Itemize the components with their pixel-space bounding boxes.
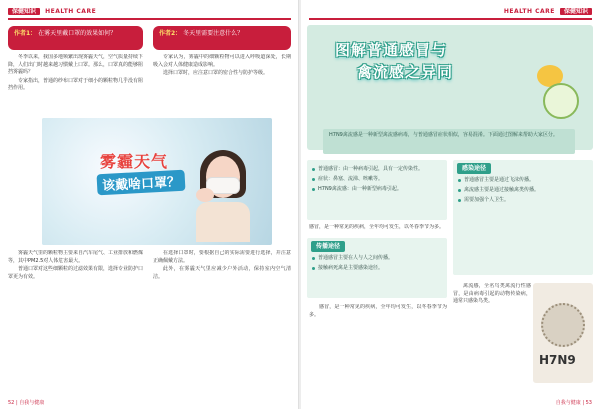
right-header-en: HEALTH CARE — [503, 8, 555, 15]
left-page — [0, 0, 299, 409]
banner-title-line-2: 禽流感之异同 — [357, 63, 454, 81]
paragraph: 冬季以来，我国多地频繁出现雾霾天气，空气质量持续下降，人们出门时越来越习惯戴上口罩。那么，口罩真的能够阻挡雾霾吗？ — [8, 54, 143, 76]
lead-question-left — [8, 26, 143, 50]
virus-icon — [543, 83, 579, 119]
left-page-footer: 52 | 自我与健康 — [8, 400, 45, 406]
paragraph: 普通口罩对这些细颗粒的过滤效果有限，选择专业防护口罩更为有效。 — [8, 266, 143, 280]
right-header-tag: 保健知识 — [560, 8, 592, 15]
right-page-footer: 自我与健康 | 53 — [555, 400, 592, 406]
left-header-rule — [8, 18, 291, 20]
list-item: 症状：鼻塞、流涕、咳嗽等。 — [311, 176, 443, 183]
right-header-rule — [309, 18, 592, 20]
h7n9-photo — [533, 283, 593, 383]
paragraph: 雾霾天气里的颗粒物主要来自汽车尾气、工业排放和燃煤等，其中PM2.5对人体危害最大。 — [8, 250, 143, 264]
infection-route-box — [453, 160, 593, 275]
h7n9-label: H7N9 — [539, 353, 576, 367]
article-column-2 — [153, 54, 291, 114]
smog-mask-photo — [42, 118, 272, 245]
list-item: 需要加强个人卫生。 — [457, 197, 589, 204]
flu-body-text — [453, 283, 531, 393]
girl-with-mask-illustration — [192, 150, 252, 240]
lead-right-text: 冬天里需要注意什么？ — [183, 30, 244, 37]
list-item: H7N9禽流感：由一种新型病毒引起。 — [311, 186, 443, 193]
infection-route-heading: 感染途径 — [457, 163, 491, 174]
banner-title-line-1: 图解普通感冒与 — [335, 41, 448, 59]
paragraph: 选择口罩时，应注意口罩的密合性与防护等级。 — [163, 70, 269, 77]
lead-left-label: 作者1： — [14, 30, 37, 37]
left-header-en: HEALTH CARE — [45, 8, 97, 15]
right-header — [504, 6, 592, 18]
intro-caption: H7N9禽流感是一种新型禽流感病毒，与普通感冒症状相似，容易混淆。下面通过图解来帮助大家区分。 — [323, 129, 575, 154]
photo-title-mask: 该戴啥口罩？ — [97, 170, 186, 196]
lead-question-right — [153, 26, 291, 50]
list-item: 普通感冒主要是通过飞沫传播。 — [457, 177, 589, 184]
article-column-4 — [153, 250, 291, 400]
paragraph: 专家指出，普通的纱布口罩对于细小的颗粒物几乎没有阻挡作用。 — [8, 77, 143, 92]
lead-left-text: 在雾天里戴口罩的效果如何？ — [38, 30, 117, 37]
lead-right-label: 作者2： — [159, 30, 182, 37]
virus-icon — [541, 303, 585, 347]
banner-title — [335, 39, 453, 83]
cold-intro-text: 感冒，是一种常见的疾病，全年均可发生，以冬春季节为多。 — [309, 224, 445, 230]
list-item: 禽流感主要是通过接触禽类传播。 — [457, 187, 589, 194]
photo-title-smog: 雾霾天气 — [100, 152, 169, 171]
paragraph: 专家认为，雾霾中的细颗粒物可以进入呼吸道深处，长期吸入会对人体健康造成影响。 — [153, 54, 291, 68]
right-page — [301, 0, 600, 409]
list-item: 普通感冒主要在人与人之间传播。 — [311, 255, 443, 262]
paragraph: 在选择口罩时，要根据自己的实际需要进行选择，并注意正确佩戴方法。 — [153, 250, 291, 264]
transmission-heading: 传播途径 — [311, 241, 345, 252]
paragraph: 禽流感，全名鸟类禽流行性感冒，是由病毒引起的动物传染病，通常只感染鸟类。 — [453, 283, 531, 305]
cold-facts-box — [307, 160, 447, 220]
list-item: 普通感冒：由一种病毒引起，具有一定传染性。 — [311, 166, 443, 173]
left-header — [8, 6, 96, 18]
article-column-1 — [8, 54, 143, 114]
paragraph: 此外，在雾霾天气里应减少户外活动，保持室内空气清洁。 — [153, 266, 291, 280]
paragraph: 感冒，是一种常见的疾病，全年均可发生，以冬春季节为多。 — [309, 304, 447, 318]
list-item: 接触病死禽是主要感染途径。 — [311, 265, 443, 272]
transmission-box — [307, 238, 447, 298]
article-column-3 — [8, 250, 143, 400]
left-header-tag: 保健知识 — [8, 8, 40, 15]
cold-body-text — [309, 304, 447, 394]
